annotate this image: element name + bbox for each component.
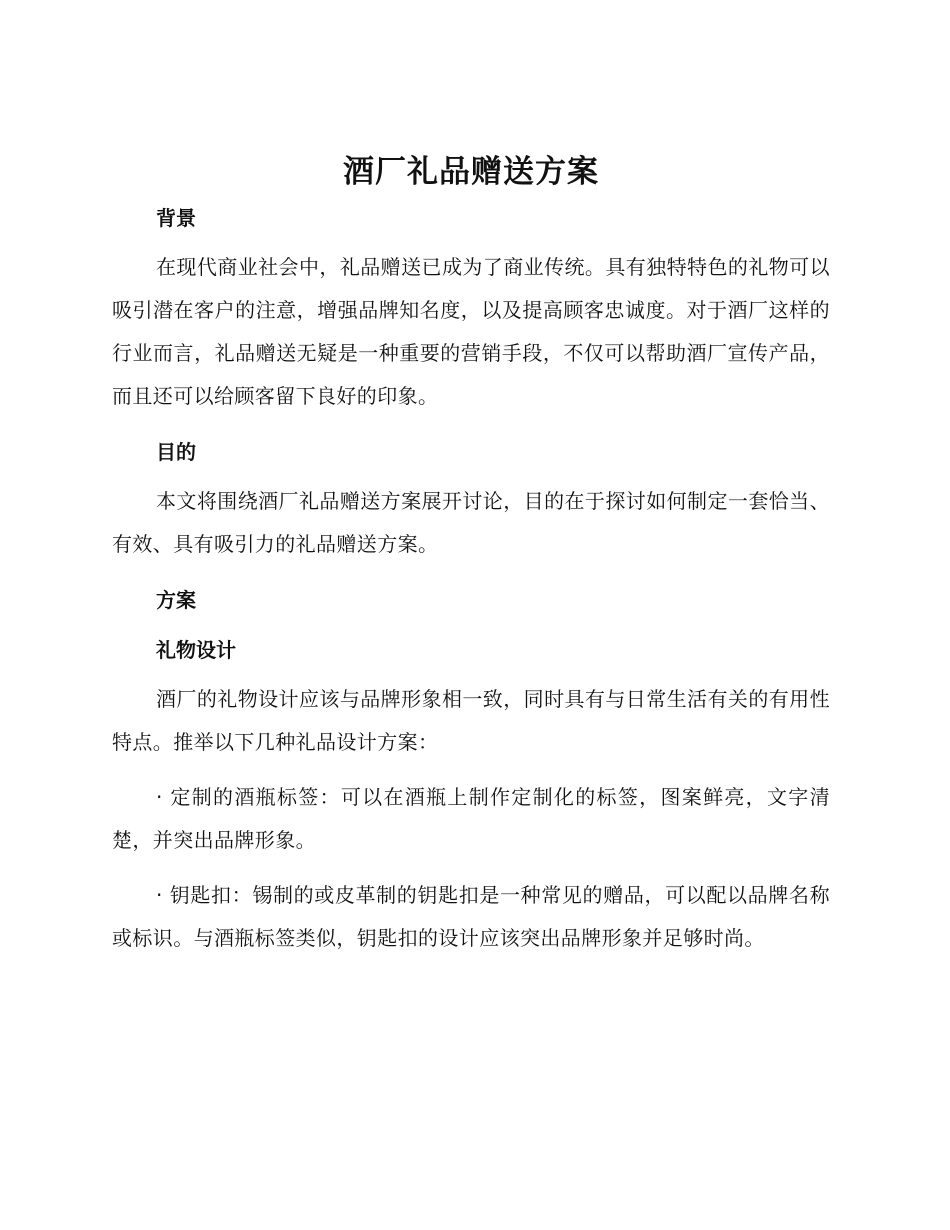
section-heading-purpose: 目的 [156,440,196,464]
list-item-custom-label: · 定制的酒瓶标签：可以在酒瓶上制作定制化的标签，图案鲜亮，文字清楚，并突出品牌形象。 [112,785,830,852]
document-page [112,148,830,960]
purpose-paragraph: 本文将围绕酒厂礼品赠送方案展开讨论，目的在于探讨如何制定一套恰当、有效、具有吸引力的礼品赠送方案。 [112,489,830,556]
section-heading-plan: 方案 [156,588,196,612]
document-title: 酒厂礼品赠送方案 [343,154,599,190]
subsection-heading-gift-design: 礼物设计 [156,638,236,662]
gift-design-paragraph: 酒厂的礼物设计应该与品牌形象相一致，同时具有与日常生活有关的有用性特点。推举以下几种礼品设计方案： [112,687,830,754]
section-heading-background: 背景 [156,206,196,230]
list-item-keychain: · 钥匙扣：锡制的或皮革制的钥匙扣是一种常见的赠品，可以配以品牌名称或标识。与酒瓶标签类似，钥匙扣的设计应该突出品牌形象并足够时尚。 [112,883,830,950]
background-paragraph: 在现代商业社会中，礼品赠送已成为了商业传统。具有独特特色的礼物可以吸引潜在客户的注意，增强品牌知名度，以及提高顾客忠诚度。对于酒厂这样的行业而言，礼品赠送无疑是一种重要的营销手段，不仅可以帮助酒厂宣传产品，而且还可以给顾客留下良好的印象。 [112,255,830,408]
